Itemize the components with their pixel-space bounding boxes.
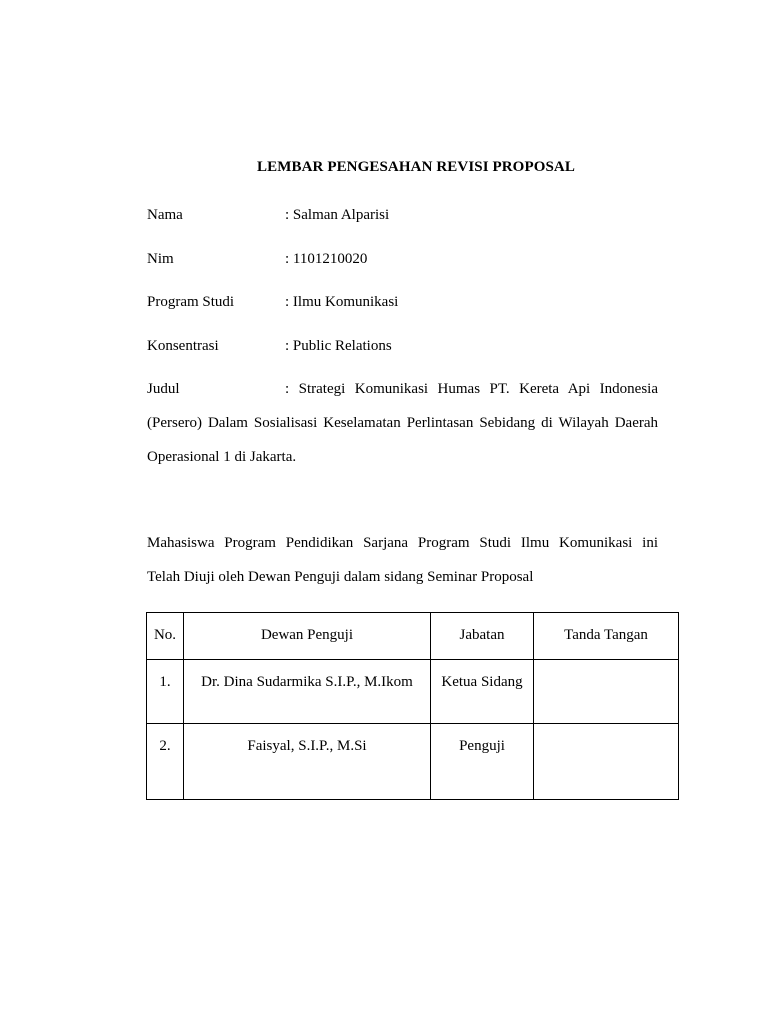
cell-dewan-penguji: Dr. Dina Sudarmika S.I.P., M.Ikom <box>201 674 413 690</box>
field-value-program-studi: : Ilmu Komunikasi <box>285 294 399 310</box>
table-cell <box>147 660 184 724</box>
cell-tanda-tangan <box>534 724 678 738</box>
page-title: LEMBAR PENGESAHAN REVISI PROPOSAL <box>257 159 575 175</box>
statement-line2: Telah Diuji oleh Dewan Penguji dalam sidang Seminar Proposal <box>147 569 534 585</box>
table-header-cell <box>431 613 534 660</box>
table-row <box>147 660 679 724</box>
table-cell <box>431 660 534 724</box>
field-value-judul-line3: Operasional 1 di Jakarta. <box>147 449 297 465</box>
field-value-nim: : 1101210020 <box>285 251 368 267</box>
signature-cell <box>534 724 679 800</box>
header-dewan-penguji: Dewan Penguji <box>260 627 354 643</box>
statement-line1: Mahasiswa Program Pendidikan Sarjana Program Studi Ilmu Komunikasi ini <box>147 535 658 551</box>
field-label-nim: Nim <box>147 251 174 267</box>
cell-jabatan: Penguji <box>459 738 505 754</box>
field-label-konsentrasi: Konsentrasi <box>147 338 219 354</box>
header-tanda-tangan: Tanda Tangan <box>564 627 648 643</box>
penguji-table <box>146 612 679 800</box>
table-header-row <box>147 613 679 660</box>
field-label-program-studi: Program Studi <box>147 294 235 310</box>
field-label-judul: Judul <box>147 381 180 397</box>
table-row <box>147 724 679 800</box>
header-no: No. <box>153 627 177 643</box>
field-value-konsentrasi: : Public Relations <box>285 338 392 354</box>
field-value-nama: : Salman Alparisi <box>285 207 390 223</box>
table-header-cell <box>534 613 679 660</box>
cell-dewan-penguji: Faisyal, S.I.P., M.Si <box>247 738 367 754</box>
table-cell <box>184 724 431 800</box>
field-value-judul-line1: : Strategi Komunikasi Humas PT. Kereta Api Indonesia <box>285 381 658 397</box>
field-value-judul-line2: (Persero) Dalam Sosialisasi Keselamatan Perlintasan Sebidang di Wilayah Daerah <box>147 415 658 431</box>
table-cell <box>184 660 431 724</box>
table-header-cell <box>184 613 431 660</box>
cell-jabatan: Ketua Sidang <box>441 674 523 690</box>
cell-no: 2. <box>159 738 171 754</box>
table-cell <box>147 724 184 800</box>
field-label-nama: Nama <box>147 207 183 223</box>
header-jabatan: Jabatan <box>459 627 505 643</box>
cell-tanda-tangan <box>534 660 678 674</box>
cell-no: 1. <box>159 674 171 690</box>
table-cell <box>431 724 534 800</box>
signature-cell <box>534 660 679 724</box>
table-header-cell <box>147 613 184 660</box>
